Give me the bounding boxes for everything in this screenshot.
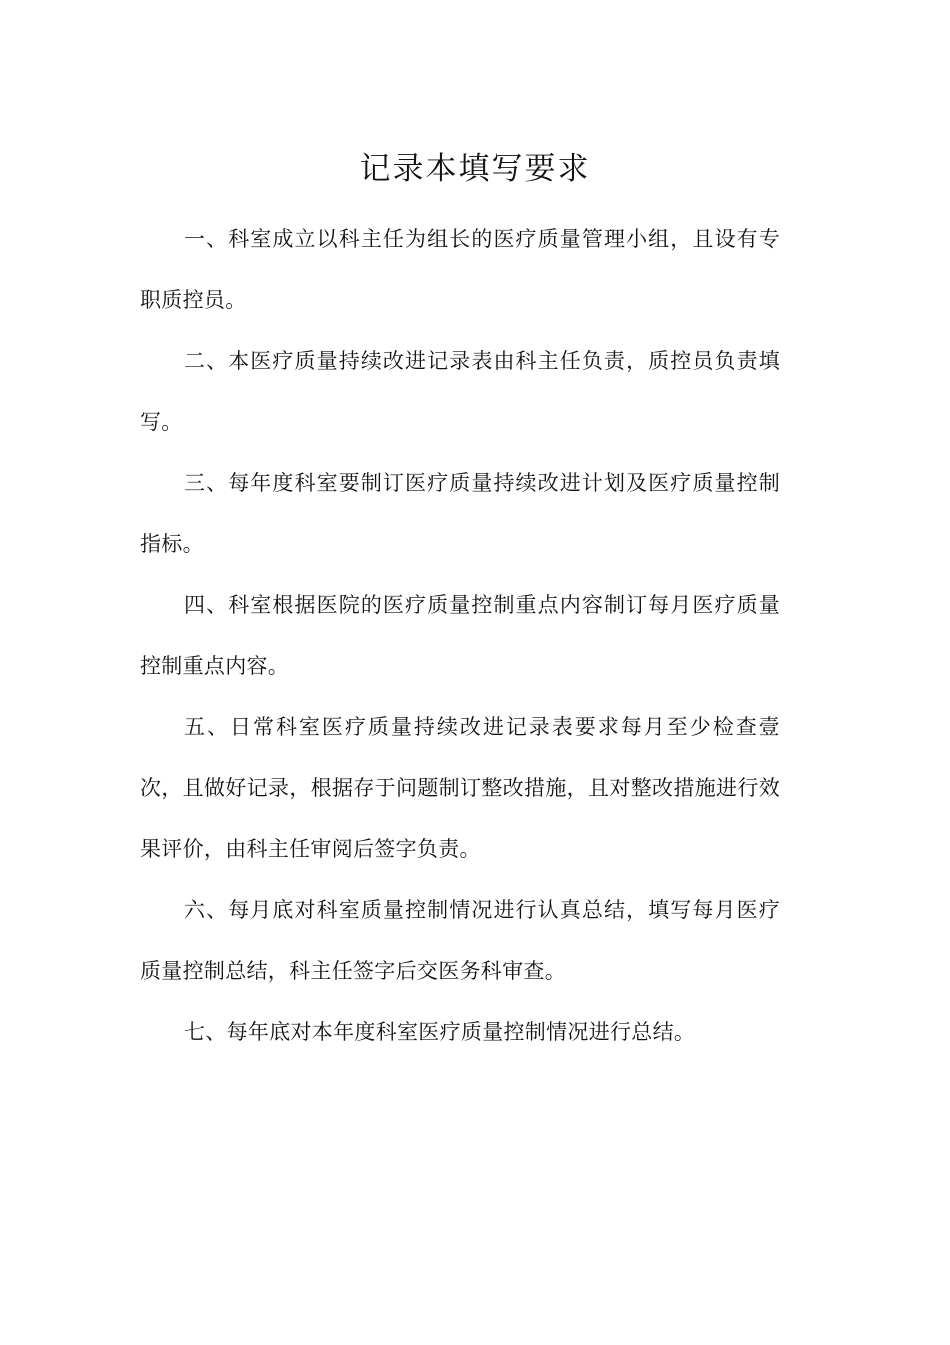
requirement-item-2: 二、本医疗质量持续改进记录表由科主任负责，质控员负责填写。 <box>140 349 780 434</box>
requirements-list <box>140 209 780 1063</box>
page-title: 记录本填写要求 <box>359 151 591 187</box>
requirement-item-1: 一、科室成立以科主任为组长的医疗质量管理小组，且设有专职质控员。 <box>140 227 780 312</box>
requirement-item-3: 三、每年度科室要制订医疗质量持续改进计划及医疗质量控制指标。 <box>140 471 780 556</box>
requirement-item-7: 七、每年底对本年度科室医疗质量控制情况进行总结。 <box>184 1020 696 1044</box>
requirement-item-6: 六、每月底对科室质量控制情况进行认真总结，填写每月医疗质量控制总结，科主任签字后交医务科审查。 <box>140 898 780 983</box>
requirement-item-4: 四、科室根据医院的医疗质量控制重点内容制订每月医疗质量控制重点内容。 <box>140 593 780 678</box>
requirement-item-5: 五、日常科室医疗质量持续改进记录表要求每月至少检查壹次，且做好记录，根据存于问题制订整改措施，且对整改措施进行效果评价，由科主任审阅后签字负责。 <box>140 715 780 861</box>
